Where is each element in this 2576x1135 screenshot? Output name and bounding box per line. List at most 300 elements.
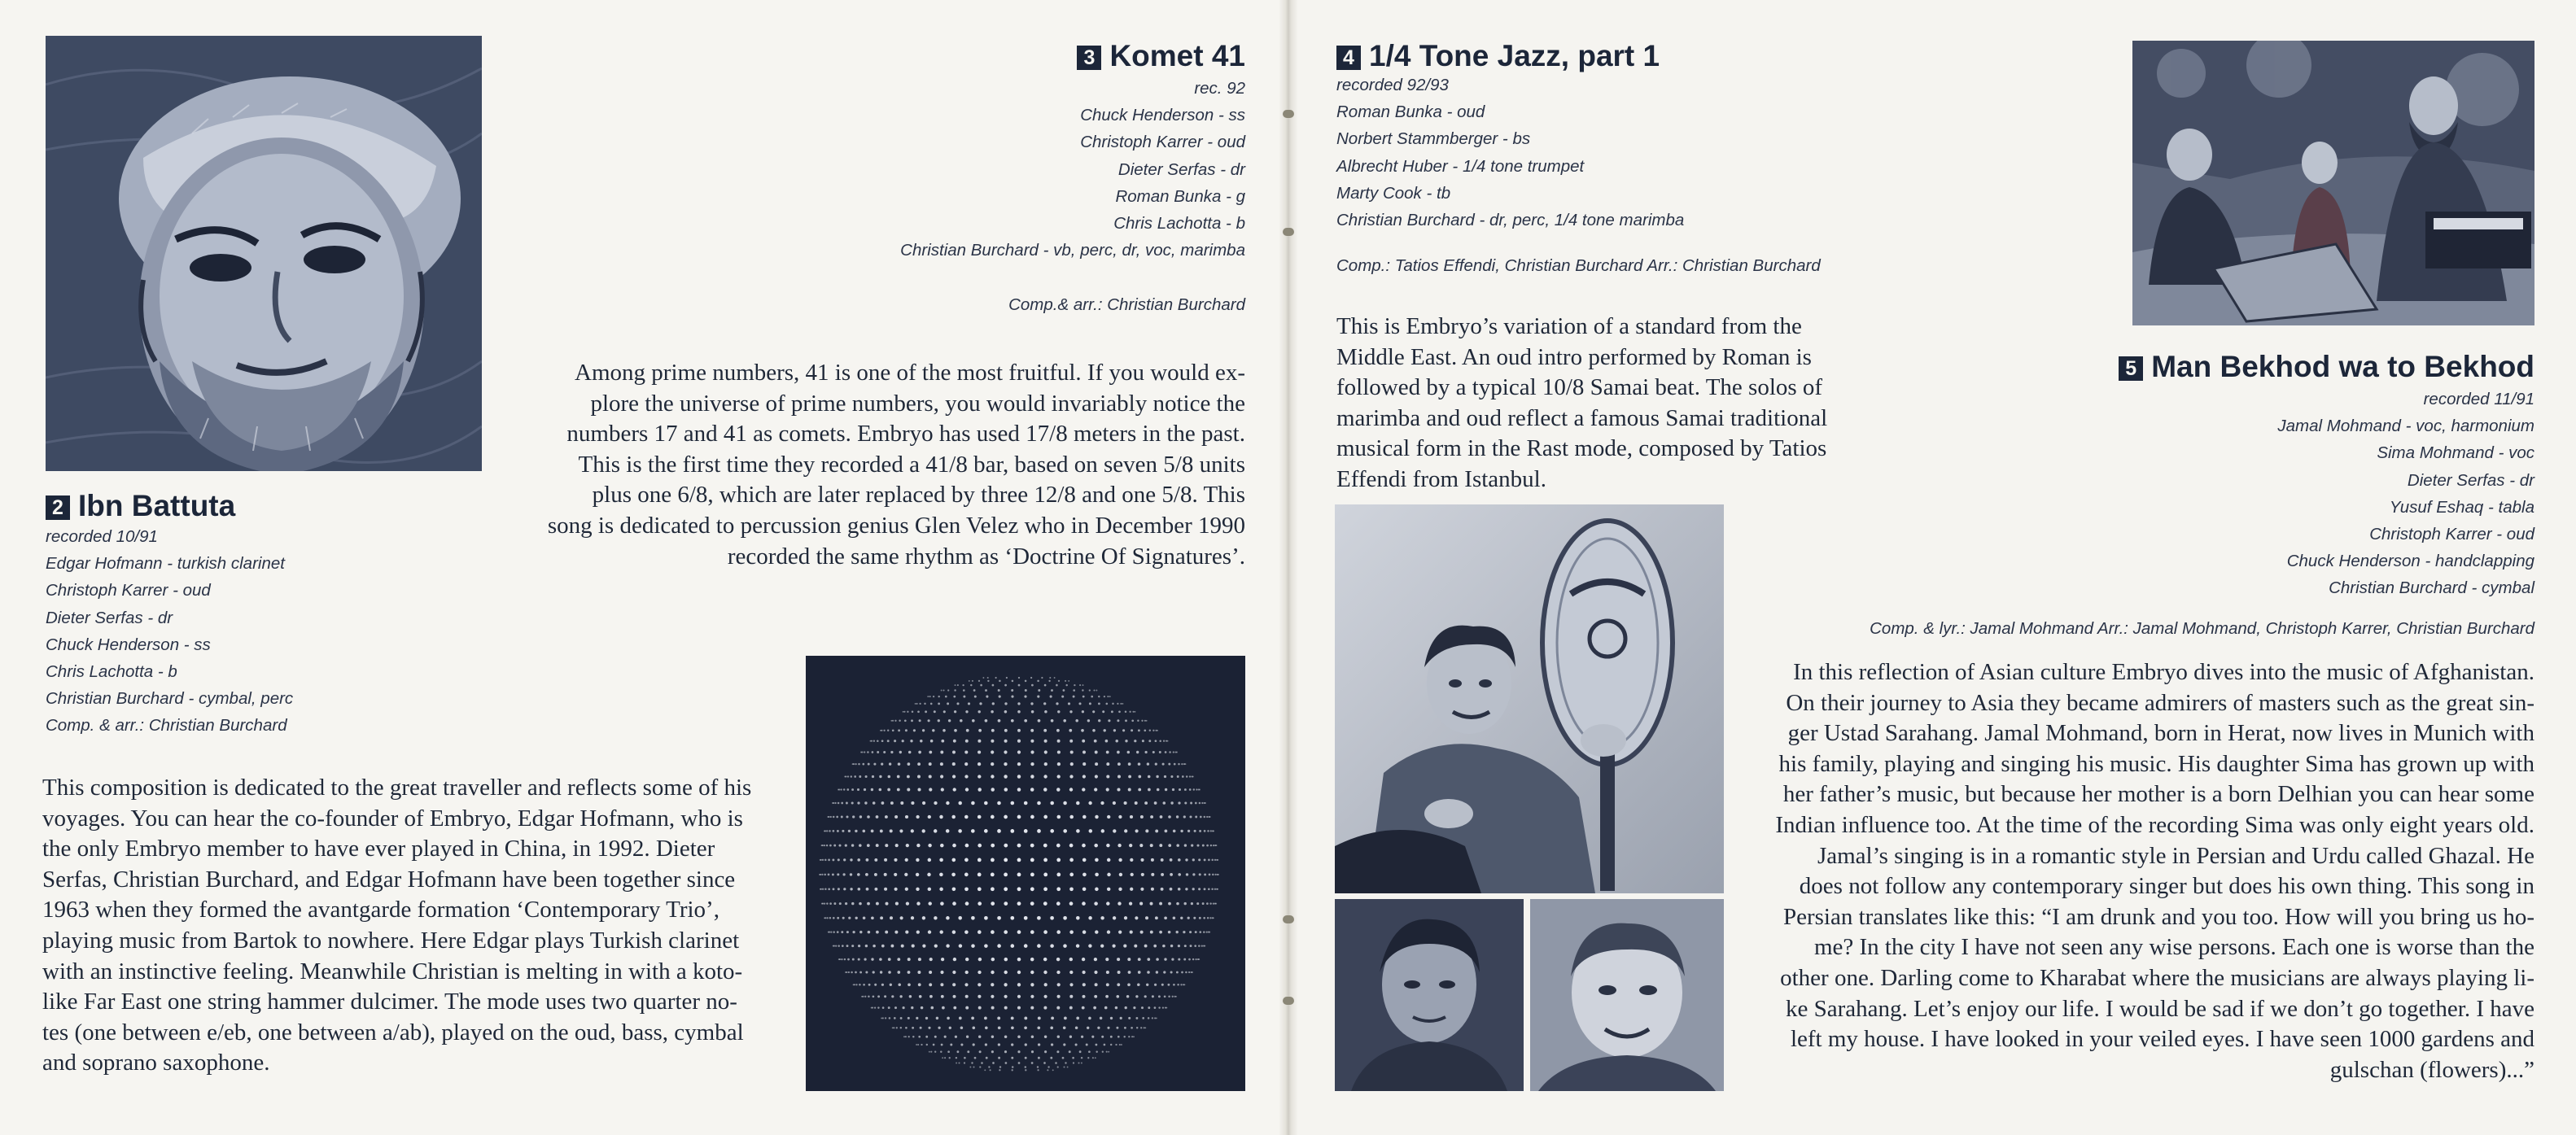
sphere-dot [1118, 710, 1121, 713]
sphere-dot [965, 971, 969, 974]
sphere-dot [929, 751, 932, 754]
sphere-dot [953, 740, 956, 743]
sphere-dot [1144, 801, 1148, 805]
sphere-dot [899, 751, 902, 753]
sphere-dot [940, 844, 944, 848]
sphere-dot [1031, 710, 1034, 714]
sphere-dot [890, 945, 894, 948]
sphere-dot [877, 740, 879, 742]
sphere-dot [833, 917, 835, 919]
sphere-dot [1095, 873, 1099, 877]
sphere-dot [1088, 944, 1091, 947]
sphere-dot [1117, 983, 1120, 986]
sphere-dot [1113, 945, 1116, 948]
sphere-dot [1056, 1006, 1060, 1010]
sphere-dot [912, 1036, 914, 1037]
sphere-dot [826, 845, 828, 846]
sphere-dot [871, 788, 873, 791]
sphere-dot [864, 751, 865, 753]
sphere-dot [974, 1057, 977, 1059]
sphere-dot [859, 844, 862, 847]
sphere-dot [1145, 916, 1148, 919]
sphere-dot [1082, 844, 1086, 848]
sphere-dot [991, 930, 995, 934]
sphere-dot [1209, 902, 1211, 904]
sphere-dot [970, 684, 972, 686]
sphere-dot [965, 844, 969, 848]
sphere-dot [871, 740, 873, 742]
sphere-dot [1087, 719, 1090, 722]
sphere-dot [1050, 829, 1054, 833]
sphere-dot [964, 762, 968, 766]
sphere-dot [1058, 680, 1060, 682]
sphere-dot [1043, 1062, 1046, 1064]
sphere-dot [980, 684, 982, 687]
sphere-dot [1130, 858, 1133, 862]
sphere-dot [1004, 740, 1008, 743]
sphere-dot [1011, 719, 1014, 722]
sphere-dot [1044, 750, 1047, 753]
sphere-dot [973, 1066, 974, 1067]
sphere-dot [877, 995, 880, 997]
sphere-dot [922, 729, 925, 731]
text-line: Effendi from Istanbul. [1336, 465, 1546, 492]
sphere-dot [824, 845, 825, 846]
sphere-dot [873, 995, 875, 997]
sphere-dot [859, 971, 862, 974]
sphere-dot [876, 815, 879, 819]
sphere-dot [1005, 1062, 1008, 1064]
sphere-dot [974, 696, 977, 698]
sphere-dot [1198, 858, 1201, 861]
sphere-dot [1142, 1017, 1144, 1019]
sphere-dot [842, 945, 844, 947]
sphere-dot [958, 916, 962, 920]
sphere-dot [1017, 873, 1021, 877]
sphere-dot [835, 945, 837, 946]
sphere-dot [868, 996, 870, 998]
sphere-dot [1017, 1035, 1021, 1038]
sphere-dot [908, 958, 911, 961]
text-line: Middle East. An oud intro performed by Roman is [1336, 343, 1812, 370]
sphere-dot [873, 971, 875, 973]
sphere-dot [941, 740, 944, 743]
sphere-dot [946, 916, 950, 920]
sphere-dot [1204, 888, 1206, 890]
sphere-dot [1104, 1044, 1106, 1046]
sphere-dot [1170, 775, 1173, 778]
sphere-dot [1162, 1006, 1164, 1008]
sphere-dot [925, 1017, 928, 1019]
sphere-dot [1017, 983, 1021, 986]
sphere-dot [960, 1043, 963, 1046]
sphere-dot [1004, 983, 1007, 986]
sphere-dot [1142, 740, 1144, 742]
sphere-dot [874, 984, 877, 986]
sphere-dot [1069, 775, 1073, 778]
sphere-dot [848, 830, 851, 832]
sphere-dot [890, 801, 894, 805]
sphere-dot [1164, 775, 1166, 778]
sphere-dot [854, 775, 856, 778]
sphere-dot [1124, 829, 1127, 832]
sphere-dot [879, 958, 882, 961]
sphere-dot [1201, 802, 1203, 804]
sphere-dot [991, 971, 994, 974]
sphere-dot [843, 888, 846, 890]
sphere-dot [1151, 858, 1154, 862]
sphere-dot [1037, 944, 1041, 948]
sphere-dot [1043, 775, 1047, 778]
sphere-dot [1004, 788, 1008, 792]
sphere-dot [905, 858, 908, 862]
sphere-dot [929, 762, 932, 766]
sphere-dot [845, 844, 847, 846]
sphere-dot [820, 859, 822, 861]
sphere-dot [1082, 696, 1085, 698]
sphere-dot [918, 983, 921, 986]
sphere-dot [950, 1044, 952, 1046]
sphere-dot [978, 958, 982, 961]
sphere-dot [991, 815, 995, 819]
sphere-dot [1076, 829, 1080, 833]
sphere-dot [1017, 750, 1021, 753]
sphere-dot [964, 887, 969, 891]
track-title: Komet 41 [1109, 39, 1245, 72]
sphere-dot [1069, 983, 1073, 986]
sphere-dot [1108, 1051, 1109, 1053]
sphere-dot [1168, 902, 1171, 906]
sphere-dot [1170, 971, 1173, 973]
sphere-dot [1170, 945, 1173, 947]
sphere-dot [934, 829, 937, 832]
sphere-dot [1082, 762, 1086, 766]
sphere-dot [1063, 719, 1066, 722]
sphere-dot [1082, 901, 1086, 906]
sphere-dot [850, 873, 852, 875]
sphere-dot [900, 1017, 903, 1019]
sphere-dot [1073, 689, 1075, 692]
sphere-dot [1150, 844, 1153, 847]
sphere-dot [1119, 1044, 1121, 1046]
sphere-dot [1037, 680, 1039, 683]
sphere-dot [833, 902, 836, 905]
sphere-dot [873, 740, 875, 742]
credit-line: Edgar Hofmann - turkish clarinet [46, 554, 285, 574]
sphere-dot [1095, 1044, 1097, 1046]
sphere-dot [839, 958, 841, 960]
sphere-dot [941, 690, 942, 692]
sphere-dot [864, 788, 866, 791]
credit-line: Christian Burchard - cymbal, perc [46, 689, 294, 709]
sphere-dot [1024, 829, 1028, 833]
sphere-dot [929, 696, 931, 697]
sphere-dot [1117, 1036, 1120, 1038]
sphere-dot [888, 958, 891, 961]
sphere-dot [836, 816, 838, 819]
sphere-dot [1030, 873, 1034, 877]
sphere-dot [1107, 873, 1110, 876]
sphere-dot [919, 995, 922, 998]
sphere-dot [1100, 916, 1104, 919]
credit-line: Christian Burchard - dr, perc, 1/4 tone marimba [1336, 210, 1685, 229]
sphere-dot [1100, 801, 1104, 805]
sphere-dot [1140, 815, 1144, 819]
credit-line: Yusuf Eshaq - tabla [2389, 497, 2534, 517]
track-5-description [1753, 657, 2534, 1085]
sphere-dot [1148, 1017, 1150, 1019]
track-4-credits [1336, 72, 1684, 234]
sphere-dot [1196, 788, 1197, 790]
sphere-dot [1056, 930, 1061, 934]
sphere-dot [1038, 1043, 1040, 1046]
sphere-dot [896, 1027, 898, 1028]
sphere-dot [1057, 775, 1061, 778]
sphere-dot [1158, 995, 1161, 997]
sphere-dot [1106, 901, 1109, 905]
sphere-dot [1128, 788, 1131, 792]
sphere-dot [893, 1027, 894, 1028]
sphere-dot [1113, 829, 1116, 832]
sphere-dot [939, 873, 943, 877]
sphere-dot [1207, 830, 1209, 832]
sphere-dot [1056, 971, 1060, 974]
sphere-dot [871, 958, 873, 960]
text-line: followed by a typical 10/8 Samai beat. The solos of [1336, 374, 1823, 401]
sphere-dot [999, 1069, 1000, 1071]
sphere-dot [1017, 995, 1021, 998]
sphere-dot [998, 689, 1000, 692]
sphere-dot [1017, 971, 1021, 974]
sphere-dot [1131, 719, 1134, 722]
sphere-dot [953, 1006, 956, 1010]
sphere-dot [1110, 1044, 1112, 1046]
sphere-dot [1094, 844, 1098, 848]
sphere-dot [1107, 930, 1110, 933]
sphere-dot [1116, 995, 1119, 998]
sphere-dot [956, 1063, 957, 1064]
sphere-dot [1140, 931, 1144, 934]
sphere-dot [991, 858, 995, 862]
sphere-dot [957, 1050, 960, 1053]
sphere-dot [928, 1027, 930, 1029]
sphere-dot [951, 815, 956, 819]
sphere-dot [971, 944, 975, 948]
track-5-comp: Comp. & lyr.: Jamal Mohmand Arr.: Jamal Mohmand, Christoph Karrer, Christian Burchard [1870, 619, 2534, 638]
sphere-dot [1173, 751, 1174, 753]
sphere-dot [1149, 730, 1151, 731]
sphere-dot [928, 930, 931, 933]
sphere-dot [881, 945, 885, 948]
sphere-dot [1069, 788, 1073, 791]
sphere-dot [1106, 751, 1109, 754]
sphere-dot [872, 775, 874, 778]
text-line: musical form in the Rast mode, composed by Tatios [1336, 435, 1827, 462]
sphere-dot [1199, 931, 1201, 933]
sphere-dot [1101, 829, 1104, 832]
sphere-dot [912, 711, 914, 714]
sphere-dot [1043, 844, 1047, 848]
sphere-dot [1017, 930, 1021, 934]
sphere-dot [953, 958, 956, 961]
sphere-dot [829, 845, 832, 847]
sphere-dot [1044, 762, 1047, 766]
sphere-dot [833, 845, 836, 847]
sphere-dot [991, 740, 994, 743]
sphere-dot [846, 815, 848, 818]
staple-mark [1283, 110, 1294, 118]
sphere-dot [984, 1017, 987, 1020]
sphere-dot [916, 888, 919, 891]
sphere-dot [1056, 901, 1061, 906]
sphere-dot [1176, 815, 1179, 818]
sphere-dot [1163, 740, 1165, 742]
sphere-dot [1093, 1006, 1096, 1010]
sphere-dot [1101, 1036, 1104, 1038]
sphere-dot [1134, 711, 1135, 713]
sphere-dot [881, 730, 882, 731]
sphere-dot [1156, 775, 1158, 778]
sphere-dot [1057, 1066, 1059, 1067]
sphere-dot [1044, 1035, 1047, 1037]
sphere-dot [1121, 1044, 1122, 1046]
sphere-dot [881, 740, 884, 742]
sphere-dot [1098, 719, 1100, 722]
sphere-dot [1102, 710, 1104, 713]
sphere-dot [1204, 873, 1206, 875]
sphere-dot [1082, 740, 1085, 743]
sphere-dot [973, 1027, 976, 1030]
sphere-dot [928, 719, 930, 722]
sphere-dot [922, 916, 925, 919]
sphere-dot [880, 916, 883, 919]
sphere-dot [998, 1043, 1000, 1046]
sphere-dot [1004, 901, 1008, 906]
sphere-dot [1037, 1026, 1040, 1029]
sphere-dot [934, 944, 938, 947]
sphere-dot [1076, 944, 1079, 947]
musician-portrait-photo [1530, 899, 1724, 1091]
sphere-dot [1155, 916, 1158, 919]
text-line: her father’s music, but because her mother is a born Delhian you can hear some [1782, 781, 2534, 808]
sphere-dot [1030, 844, 1034, 848]
credit-line: rec. 92 [1194, 79, 1245, 98]
track-number-badge: 3 [1077, 46, 1101, 70]
sphere-dot [991, 995, 994, 998]
sphere-dot [829, 917, 832, 919]
sphere-dot [1159, 740, 1161, 742]
sphere-dot [1010, 916, 1014, 920]
sphere-dot [1213, 917, 1214, 919]
sphere-dot [1030, 815, 1034, 819]
sphere-dot [1011, 801, 1015, 805]
sphere-dot [1184, 788, 1187, 791]
sphere-dot [837, 830, 839, 832]
sphere-dot [852, 815, 855, 818]
sphere-dot [1117, 751, 1120, 754]
sphere-dot [1076, 916, 1080, 920]
sphere-dot [936, 1017, 938, 1019]
sphere-dot [948, 719, 951, 722]
sphere-dot [1030, 1006, 1034, 1010]
sphere-dot [939, 888, 943, 892]
sphere-dot [846, 931, 849, 933]
sphere-dot [1204, 830, 1206, 832]
sphere-dot [1175, 996, 1177, 997]
sphere-dot [952, 901, 956, 906]
text-line: recorded the same rhythm as ‘Doctrine Of Signatures’. [727, 543, 1245, 570]
sphere-dot [1189, 931, 1192, 933]
text-line: This is Embryo’s variation of a standard from the [1336, 313, 1802, 339]
sphere-dot [1153, 945, 1157, 948]
sphere-dot [1176, 902, 1179, 906]
sphere-dot [965, 710, 968, 713]
sphere-dot [824, 830, 826, 832]
sphere-dot [1195, 931, 1197, 933]
sphere-dot [1127, 751, 1131, 754]
sphere-dot [1198, 958, 1200, 960]
sphere-dot [1082, 983, 1086, 986]
sphere-dot [911, 1006, 913, 1009]
sphere-dot [922, 945, 925, 948]
sphere-dot [894, 873, 897, 876]
sphere-dot [1069, 844, 1074, 848]
sphere-dot [865, 775, 868, 778]
sphere-dot [842, 917, 845, 919]
sphere-dot [1047, 1069, 1048, 1071]
sphere-dot [1056, 1050, 1059, 1053]
sphere-dot [1037, 1069, 1039, 1071]
sphere-dot [955, 684, 956, 686]
sphere-dot [1050, 696, 1052, 698]
track-title: Man Bekhod wa to Bekhod [2151, 350, 2534, 383]
sphere-dot [1017, 858, 1021, 862]
text-line: the only Embryo member to have ever played in China, in 1992. Dieter [42, 836, 715, 862]
sphere-dot [1063, 1043, 1065, 1046]
sphere-dot [917, 788, 921, 791]
sphere-dot [828, 888, 830, 890]
sphere-dot [1050, 1057, 1052, 1059]
sphere-dot [934, 801, 937, 805]
sphere-dot [928, 858, 931, 862]
sphere-dot [1184, 945, 1187, 947]
sphere-dot [1105, 740, 1109, 743]
sphere-dot [919, 719, 921, 722]
sphere-dot [832, 873, 834, 875]
sphere-dot [1004, 1050, 1007, 1053]
sphere-dot [958, 1062, 960, 1063]
sphere-dot [986, 1057, 988, 1059]
sphere-dot [1092, 729, 1096, 732]
sphere-dot [1069, 1036, 1072, 1038]
sphere-dot [863, 917, 866, 920]
sphere-dot [902, 740, 904, 742]
sphere-dot [916, 844, 920, 847]
sphere-dot [1095, 815, 1098, 819]
text-line: marimba and oud reflect a famous Samai traditional [1336, 404, 1828, 431]
sphere-dot [820, 888, 822, 890]
sphere-dot [1112, 703, 1113, 705]
text-line: Among prime numbers, 41 is one of the most fruitful. If you would ex- [575, 360, 1245, 386]
sphere-dot [917, 971, 921, 974]
sphere-dot [1043, 971, 1047, 974]
sphere-dot [977, 983, 981, 986]
sphere-dot [887, 788, 890, 792]
sphere-dot [1105, 995, 1109, 998]
sphere-dot [1215, 903, 1217, 905]
sphere-dot [985, 719, 988, 722]
sphere-dot [1004, 710, 1008, 714]
